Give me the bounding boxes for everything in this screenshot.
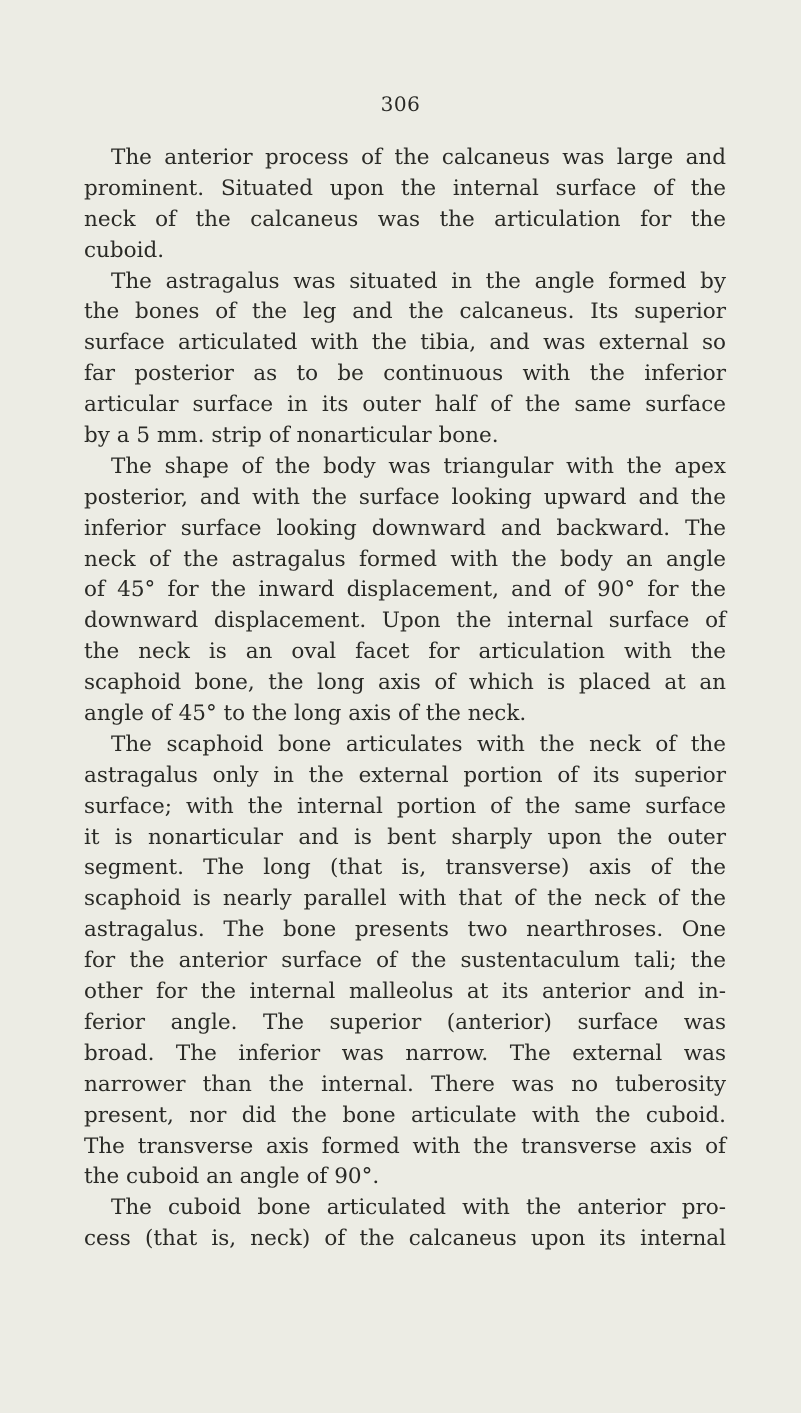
text-line: The transverse axis formed with the transverse axis of [84, 1133, 726, 1159]
text-line: astragalus only in the external portion of its superior [84, 762, 726, 788]
text-line: The shape of the body was triangular with the apex [111, 453, 726, 479]
text-line: for the anterior surface of the sustentaculum tali; the [84, 948, 726, 974]
text-line: the neck is an oval facet for articulation with the [84, 639, 726, 665]
body-text [84, 143, 726, 1255]
text-line: surface articulated with the tibia, and was external so [84, 330, 726, 356]
text-line: The anterior process of the calcaneus was large and [111, 145, 726, 170]
text-line: inferior surface looking downward and backward. The [84, 515, 726, 541]
text-line: the cuboid an angle of 90°. [84, 1164, 380, 1190]
page-number: 306 [380, 92, 421, 116]
text-line: The scaphoid bone articulates with the neck of the [111, 731, 726, 757]
text-line: cess (that is, neck) of the calcaneus upon its internal [84, 1226, 726, 1252]
text-line: The cuboid bone articulated with the anterior pro- [111, 1195, 726, 1221]
text-line: posterior, and with the surface looking upward and the [84, 484, 726, 510]
text-line: ferior angle. The superior (anterior) surface was [84, 1009, 726, 1035]
text-line: neck of the calcaneus was the articulation for the [84, 206, 726, 232]
text-line: narrower than the internal. There was no tuberosity [84, 1071, 726, 1097]
text-line: it is nonarticular and is bent sharply upon the outer [84, 824, 726, 850]
text-line: articular surface in its outer half of the same surface [84, 392, 726, 418]
text-line: by a 5 mm. strip of nonarticular bone. [84, 423, 499, 449]
text-line: cuboid. [84, 237, 165, 263]
text-line: angle of 45° to the long axis of the neck. [84, 701, 527, 727]
text-line: of 45° for the inward displacement, and of 90° for the [84, 577, 726, 603]
text-line: far posterior as to be continuous with the inferior [84, 361, 726, 387]
text-line: the bones of the leg and the calcaneus. Its superior [84, 299, 726, 325]
text-line: The astragalus was situated in the angle formed by [111, 268, 726, 294]
text-line: present, nor did the bone articulate with the cuboid. [84, 1102, 726, 1128]
text-line: scaphoid bone, the long axis of which is placed at an [84, 670, 726, 696]
text-line: astragalus. The bone presents two nearthroses. One [84, 917, 726, 943]
text-line: surface; with the internal portion of the same surface [84, 793, 726, 819]
text-line: prominent. Situated upon the internal surface of the [84, 175, 726, 201]
text-line: broad. The inferior was narrow. The external was [84, 1040, 726, 1066]
text-line: scaphoid is nearly parallel with that of the neck of the [84, 886, 726, 912]
text-line: neck of the astragalus formed with the body an angle [84, 546, 726, 572]
text-line: other for the internal malleolus at its anterior and in- [84, 979, 726, 1005]
text-line: downward displacement. Upon the internal surface of [84, 608, 726, 634]
text-line: segment. The long (that is, transverse) axis of the [84, 855, 726, 881]
